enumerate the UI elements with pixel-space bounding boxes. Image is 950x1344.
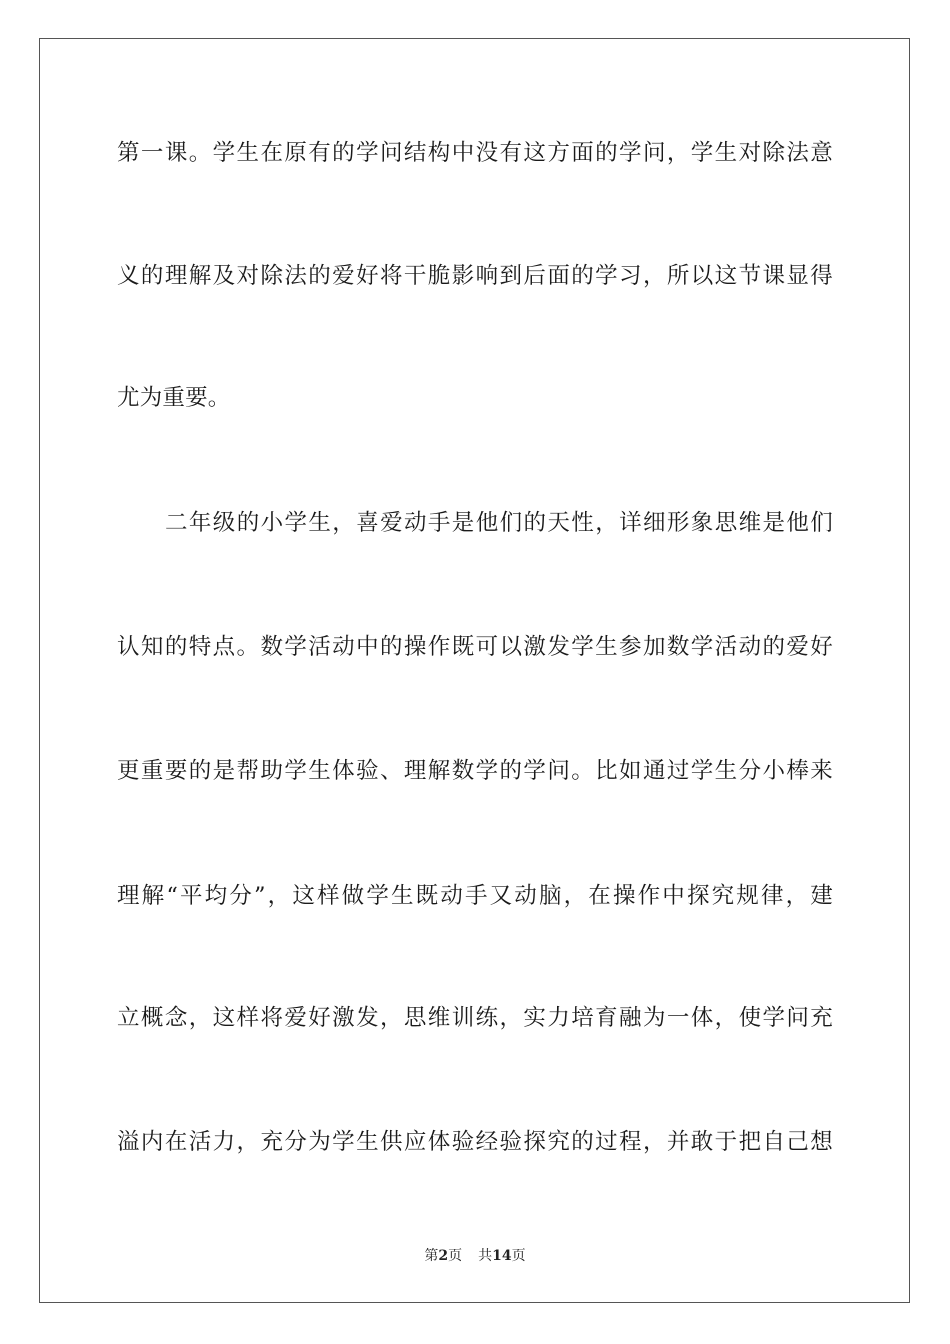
page-number: 2 — [438, 1248, 449, 1264]
text-line: 更重要的是帮助学生体验、理解数学的学问。比如通过学生分小棒来 — [117, 758, 833, 784]
page-suffix: 页 — [448, 1248, 463, 1264]
text-line: 义的理解及对除法的爱好将干脆影响到后面的学习，所以这节课显得 — [117, 263, 833, 289]
text-line: 尤为重要。 — [117, 385, 231, 411]
total-pages: 14 — [492, 1248, 512, 1264]
text-line: 第一课。学生在原有的学问结构中没有这方面的学问，学生对除法意 — [117, 140, 833, 166]
text-line: 认知的特点。数学活动中的操作既可以激发学生参加数学活动的爱好 — [117, 634, 833, 660]
page-prefix: 第 — [424, 1248, 439, 1264]
text-line: 理解“平均分”，这样做学生既动手又动脑，在操作中探究规律，建 — [117, 883, 833, 909]
total-suffix: 页 — [511, 1248, 526, 1264]
paragraph-first-line: 二年级的小学生，喜爱动手是他们的天性，详细形象思维是他们 — [165, 510, 833, 536]
page-footer — [0, 1246, 950, 1266]
page-border — [39, 38, 910, 1303]
total-prefix: 共 — [478, 1248, 493, 1264]
text-line: 立概念，这样将爱好激发，思维训练，实力培育融为一体，使学问充 — [117, 1005, 833, 1031]
text-line: 溢内在活力，充分为学生供应体验经验探究的过程，并敢于把自己想 — [117, 1129, 833, 1155]
